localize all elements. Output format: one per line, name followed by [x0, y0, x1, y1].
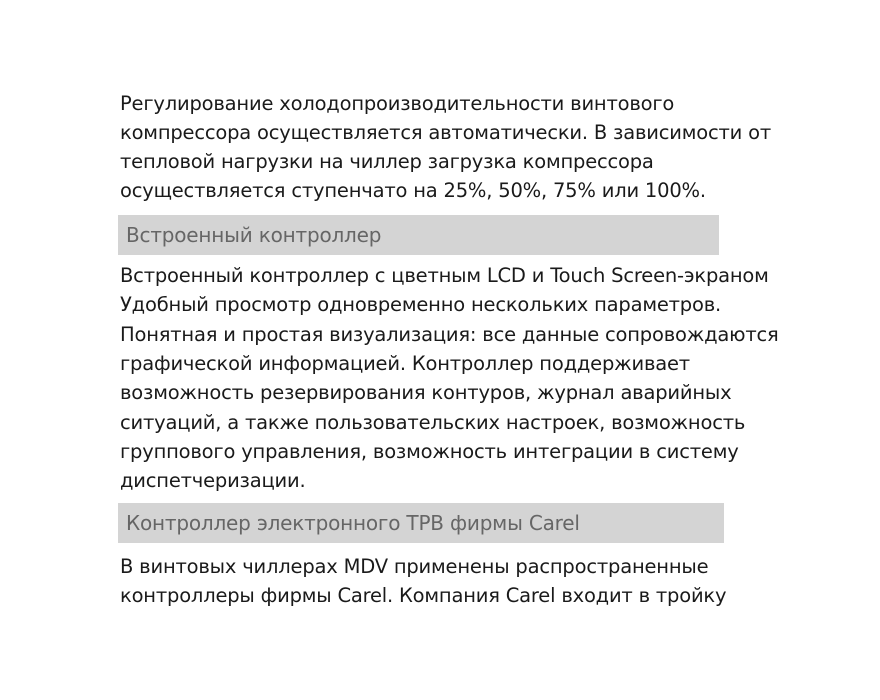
section1-line: Удобный просмотр одновременно нескольких параметров.: [120, 293, 722, 316]
section1-line: Понятная и простая визуализация: все данные сопровождаются: [120, 323, 779, 346]
section1-line: Встроенный контроллер с цветным LCD и Touch Screen-экраном: [120, 264, 769, 287]
section2-line: В винтовых чиллерах MDV применены распространенные: [120, 555, 709, 578]
section-heading-carel-controller: Контроллер электронного ТРВ фирмы Carel: [126, 511, 580, 535]
section-heading-bar: [118, 503, 724, 543]
section1-line: возможность резервирования контуров, журнал аварийных: [120, 381, 732, 404]
section-heading-builtin-controller: Встроенный контроллер: [126, 223, 382, 247]
intro-line: Регулирование холодопроизводительности винтового: [120, 92, 675, 115]
section1-line: диспетчеризации.: [120, 469, 306, 492]
section1-line: группового управления, возможность интеграции в систему: [120, 440, 739, 463]
intro-line: тепловой нагрузки на чиллер загрузка компрессора: [120, 150, 654, 173]
intro-line: осуществляется ступенчато на 25%, 50%, 75% или 100%.: [120, 179, 706, 202]
section2-line: контроллеры фирмы Carel. Компания Carel входит в тройку: [120, 584, 727, 607]
section1-line: графической информацией. Контроллер поддерживает: [120, 352, 690, 375]
intro-line: компрессора осуществляется автоматически. В зависимости от: [120, 121, 772, 144]
section-heading-bar: [118, 215, 719, 255]
section1-line: ситуаций, а также пользовательских настроек, возможность: [120, 411, 746, 434]
